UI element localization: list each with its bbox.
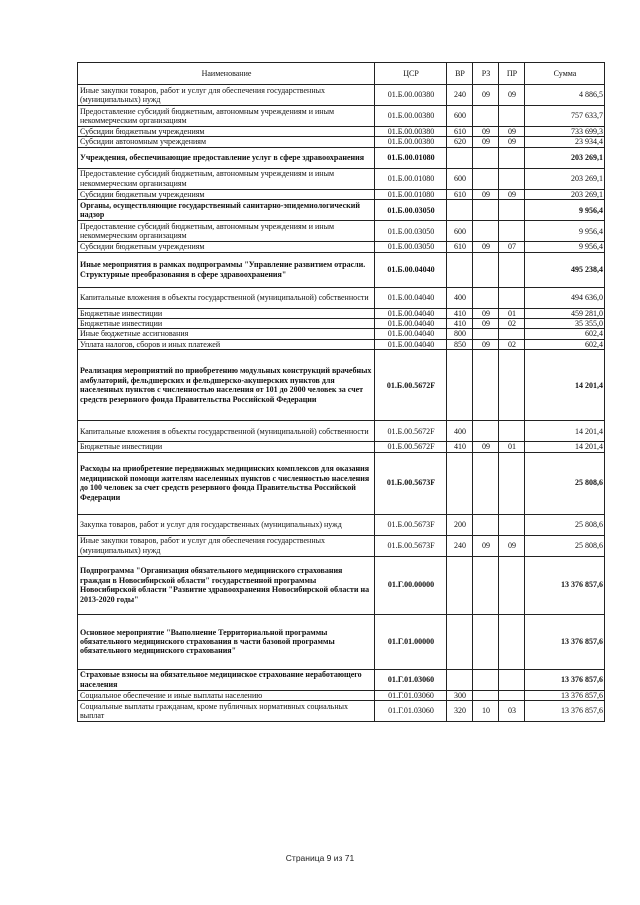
cell-name: Реализация мероприятий по приобретению модульных конструкций врачебных амбулаторий, фельдшерских и фельдшерско-акушерских пунктов для населенных пунктов с численностью населения от 101 до 2000 человек за счет средств резервного фонда Правительства Российской Федерации [78, 350, 375, 421]
cell-name: Субсидии бюджетным учреждениям [78, 189, 375, 199]
cell-pr [499, 556, 525, 614]
table-row [78, 189, 605, 199]
cell-pr: 07 [499, 242, 525, 252]
cell-name: Расходы на приобретение передвижных медицинских комплексов для оказания медицинской помощи жителям населенных пунктов с численностью населения до 100 человек за счет средств резервного фонда Правительства Российской Федерации [78, 452, 375, 514]
cell-sum: 14 201,4 [525, 350, 605, 421]
cell-name: Основное мероприятие "Выполнение Территориальной программы обязательного медицинского страхования в части базовой программы обязательного медицинского страхования" [78, 614, 375, 669]
cell-sum: 13 376 857,6 [525, 614, 605, 669]
header-rz: РЗ [473, 63, 499, 85]
table-body [78, 85, 605, 722]
cell-rz [473, 452, 499, 514]
cell-pr: 09 [499, 189, 525, 199]
cell-pr: 09 [499, 535, 525, 556]
cell-name: Органы, осуществляющие государственный санитарно-эпидемиологический надзор [78, 200, 375, 221]
cell-pr [499, 514, 525, 535]
table-row [78, 614, 605, 669]
cell-csr: 01.Б.00.5673F [375, 452, 447, 514]
cell-sum: 35 355,0 [525, 319, 605, 329]
cell-name: Предоставление субсидий бюджетным, автономным учреждениям и иным некоммерческим организациям [78, 221, 375, 242]
cell-vr [447, 147, 473, 168]
table-row [78, 200, 605, 221]
cell-rz [473, 514, 499, 535]
table-row [78, 690, 605, 700]
cell-csr: 01.Б.00.00380 [375, 106, 447, 127]
table-row [78, 442, 605, 452]
cell-name: Страховые взносы на обязательное медицинское страхование неработающего населения [78, 669, 375, 690]
cell-rz: 09 [473, 242, 499, 252]
cell-csr: 01.Б.00.5672F [375, 442, 447, 452]
cell-rz: 09 [473, 85, 499, 106]
table-row [78, 556, 605, 614]
table-row [78, 329, 605, 339]
cell-vr: 610 [447, 189, 473, 199]
cell-sum: 459 281,0 [525, 308, 605, 318]
cell-sum: 25 808,6 [525, 514, 605, 535]
table-row [78, 252, 605, 287]
cell-sum: 25 808,6 [525, 452, 605, 514]
cell-pr [499, 421, 525, 442]
cell-csr: 01.Б.00.00380 [375, 127, 447, 137]
cell-rz: 09 [473, 535, 499, 556]
cell-vr: 300 [447, 690, 473, 700]
table-row [78, 106, 605, 127]
cell-csr: 01.Б.00.04040 [375, 252, 447, 287]
cell-name: Социальное обеспечение и иные выплаты населению [78, 690, 375, 700]
cell-pr [499, 252, 525, 287]
cell-csr: 01.Б.00.04040 [375, 308, 447, 318]
cell-csr: 01.Б.00.5672F [375, 350, 447, 421]
cell-sum: 23 934,4 [525, 137, 605, 147]
cell-vr: 600 [447, 168, 473, 189]
cell-sum: 203 269,1 [525, 168, 605, 189]
cell-pr [499, 329, 525, 339]
cell-csr: 01.Б.00.04040 [375, 287, 447, 308]
cell-pr: 01 [499, 308, 525, 318]
cell-csr: 01.Г.01.03060 [375, 690, 447, 700]
cell-sum: 757 633,7 [525, 106, 605, 127]
cell-csr: 01.Б.00.03050 [375, 221, 447, 242]
cell-sum: 14 201,4 [525, 421, 605, 442]
cell-sum: 13 376 857,6 [525, 669, 605, 690]
cell-rz: 09 [473, 319, 499, 329]
cell-csr: 01.Б.00.04040 [375, 329, 447, 339]
header-pr: ПР [499, 63, 525, 85]
table-row [78, 147, 605, 168]
table-row [78, 339, 605, 349]
cell-name: Закупка товаров, работ и услуг для государственных (муниципальных) нужд [78, 514, 375, 535]
cell-pr [499, 350, 525, 421]
cell-sum: 602,4 [525, 339, 605, 349]
cell-sum: 733 699,3 [525, 127, 605, 137]
cell-name: Иные бюджетные ассигнования [78, 329, 375, 339]
cell-vr: 610 [447, 127, 473, 137]
table-row [78, 701, 605, 722]
cell-rz: 10 [473, 701, 499, 722]
cell-name: Капитальные вложения в объекты государственной (муниципальной) собственности [78, 287, 375, 308]
cell-name: Иные мероприятия в рамках подпрограммы "Управление развитием отрасли. Структурные преобразования в сфере здравоохранения" [78, 252, 375, 287]
cell-pr: 09 [499, 85, 525, 106]
table-row [78, 421, 605, 442]
cell-vr: 600 [447, 221, 473, 242]
cell-csr: 01.Б.00.5673F [375, 535, 447, 556]
cell-sum: 203 269,1 [525, 147, 605, 168]
cell-rz [473, 669, 499, 690]
cell-rz [473, 147, 499, 168]
cell-sum: 495 238,4 [525, 252, 605, 287]
cell-vr: 410 [447, 442, 473, 452]
cell-pr [499, 452, 525, 514]
page-footer: Страница 9 из 71 [285, 853, 355, 863]
cell-rz [473, 221, 499, 242]
cell-vr: 240 [447, 535, 473, 556]
cell-csr: 01.Б.00.03050 [375, 200, 447, 221]
table-header [78, 63, 605, 85]
cell-csr: 01.Б.00.01080 [375, 168, 447, 189]
table-row [78, 168, 605, 189]
cell-pr: 09 [499, 137, 525, 147]
cell-name: Субсидии бюджетным учреждениям [78, 242, 375, 252]
table-row [78, 308, 605, 318]
cell-vr: 600 [447, 106, 473, 127]
cell-name: Предоставление субсидий бюджетным, автономным учреждениям и иным некоммерческим организациям [78, 106, 375, 127]
table-row [78, 85, 605, 106]
cell-rz [473, 329, 499, 339]
cell-csr: 01.Б.00.5673F [375, 514, 447, 535]
cell-csr: 01.Б.00.01080 [375, 147, 447, 168]
cell-csr: 01.Г.01.00000 [375, 614, 447, 669]
cell-vr: 620 [447, 137, 473, 147]
cell-rz [473, 614, 499, 669]
cell-rz [473, 556, 499, 614]
cell-pr: 02 [499, 339, 525, 349]
cell-csr: 01.Б.00.03050 [375, 242, 447, 252]
header-sum: Сумма [525, 63, 605, 85]
cell-vr: 320 [447, 701, 473, 722]
cell-pr [499, 221, 525, 242]
cell-sum: 13 376 857,6 [525, 690, 605, 700]
cell-rz [473, 421, 499, 442]
table-row [78, 514, 605, 535]
cell-name: Бюджетные инвестиции [78, 442, 375, 452]
cell-sum: 13 376 857,6 [525, 556, 605, 614]
cell-sum: 602,4 [525, 329, 605, 339]
cell-pr: 09 [499, 127, 525, 137]
table-row [78, 137, 605, 147]
cell-rz: 09 [473, 137, 499, 147]
cell-rz [473, 350, 499, 421]
table-row [78, 452, 605, 514]
cell-pr [499, 106, 525, 127]
table-row [78, 350, 605, 421]
cell-sum: 4 886,5 [525, 85, 605, 106]
cell-csr: 01.Б.00.04040 [375, 339, 447, 349]
cell-pr [499, 669, 525, 690]
cell-vr: 410 [447, 308, 473, 318]
cell-name: Предоставление субсидий бюджетным, автономным учреждениям и иным некоммерческим организациям [78, 168, 375, 189]
cell-sum: 9 956,4 [525, 221, 605, 242]
cell-csr: 01.Б.00.5672F [375, 421, 447, 442]
cell-csr: 01.Г.00.00000 [375, 556, 447, 614]
cell-rz: 09 [473, 308, 499, 318]
cell-vr: 200 [447, 514, 473, 535]
cell-sum: 14 201,4 [525, 442, 605, 452]
cell-vr [447, 556, 473, 614]
table-row [78, 535, 605, 556]
cell-name: Социальные выплаты гражданам, кроме публичных нормативных социальных выплат [78, 701, 375, 722]
cell-sum: 9 956,4 [525, 242, 605, 252]
cell-csr: 01.Б.00.04040 [375, 319, 447, 329]
cell-name: Бюджетные инвестиции [78, 308, 375, 318]
cell-rz [473, 200, 499, 221]
cell-name: Иные закупки товаров, работ и услуг для обеспечения государственных (муниципальных) нужд [78, 85, 375, 106]
header-csr: ЦСР [375, 63, 447, 85]
cell-name: Капитальные вложения в объекты государственной (муниципальной) собственности [78, 421, 375, 442]
cell-sum: 25 808,6 [525, 535, 605, 556]
cell-rz [473, 287, 499, 308]
table-row [78, 242, 605, 252]
table-row [78, 221, 605, 242]
table-row [78, 287, 605, 308]
cell-rz: 09 [473, 442, 499, 452]
cell-csr: 01.Б.00.00380 [375, 85, 447, 106]
cell-csr: 01.Б.00.00380 [375, 137, 447, 147]
cell-sum: 494 636,0 [525, 287, 605, 308]
header-name: Наименование [78, 63, 375, 85]
cell-sum: 13 376 857,6 [525, 701, 605, 722]
cell-pr [499, 168, 525, 189]
header-row [78, 63, 605, 85]
cell-name: Иные закупки товаров, работ и услуг для обеспечения государственных (муниципальных) нужд [78, 535, 375, 556]
cell-name: Уплата налогов, сборов и иных платежей [78, 339, 375, 349]
cell-pr: 01 [499, 442, 525, 452]
cell-vr: 410 [447, 319, 473, 329]
cell-vr: 400 [447, 421, 473, 442]
cell-vr: 240 [447, 85, 473, 106]
cell-rz [473, 168, 499, 189]
cell-rz [473, 106, 499, 127]
table-row [78, 669, 605, 690]
cell-rz: 09 [473, 339, 499, 349]
cell-vr [447, 452, 473, 514]
cell-rz: 09 [473, 127, 499, 137]
cell-vr [447, 614, 473, 669]
cell-csr: 01.Г.01.03060 [375, 701, 447, 722]
cell-vr [447, 669, 473, 690]
header-vr: ВР [447, 63, 473, 85]
cell-vr: 850 [447, 339, 473, 349]
cell-vr: 800 [447, 329, 473, 339]
cell-rz [473, 252, 499, 287]
cell-vr: 610 [447, 242, 473, 252]
cell-sum: 9 956,4 [525, 200, 605, 221]
cell-name: Учреждения, обеспечивающие предоставление услуг в сфере здравоохранения [78, 147, 375, 168]
cell-pr [499, 614, 525, 669]
cell-vr: 400 [447, 287, 473, 308]
cell-csr: 01.Б.00.01080 [375, 189, 447, 199]
budget-table [77, 62, 605, 722]
cell-vr [447, 350, 473, 421]
cell-pr [499, 147, 525, 168]
cell-vr [447, 200, 473, 221]
table-row [78, 127, 605, 137]
cell-name: Субсидии бюджетным учреждениям [78, 127, 375, 137]
cell-pr [499, 690, 525, 700]
cell-pr [499, 287, 525, 308]
cell-name: Подпрограмма "Организация обязательного медицинского страхования граждан в Новосибирской области" государственной программы Новосибирской области "Развитие здравоохранения Новосибирской области на 2013-2020 годы" [78, 556, 375, 614]
cell-pr: 02 [499, 319, 525, 329]
cell-vr [447, 252, 473, 287]
cell-sum: 203 269,1 [525, 189, 605, 199]
cell-name: Бюджетные инвестиции [78, 319, 375, 329]
cell-pr: 03 [499, 701, 525, 722]
table-row [78, 319, 605, 329]
cell-rz [473, 690, 499, 700]
cell-pr [499, 200, 525, 221]
cell-csr: 01.Г.01.03060 [375, 669, 447, 690]
cell-name: Субсидии автономным учреждениям [78, 137, 375, 147]
cell-rz: 09 [473, 189, 499, 199]
